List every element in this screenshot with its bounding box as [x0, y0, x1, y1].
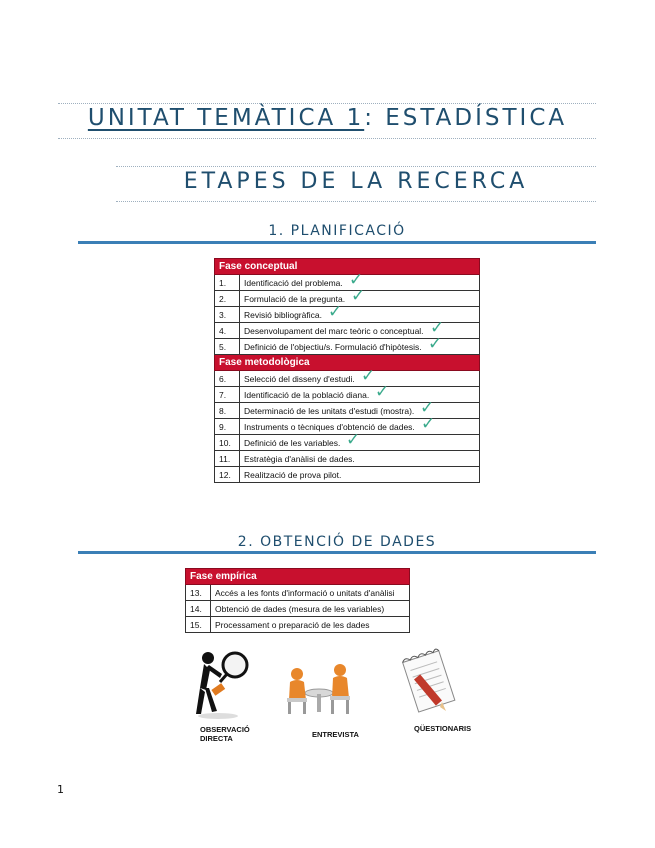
observation-caption [200, 725, 250, 744]
check-mark-icon: ✓ [430, 318, 445, 338]
phase-header-row [215, 355, 480, 371]
questionnaire-pencil-icon [400, 647, 460, 717]
table-row [186, 585, 410, 601]
row-number: 8. [215, 403, 240, 419]
row-text: Formulació de la pregunta. [240, 291, 480, 307]
row-text: Instruments o tècniques d'obtenció de dades. [240, 419, 480, 435]
check-mark-icon: ✓ [428, 334, 443, 354]
page-title-subject: : ESTADÍSTICA [364, 105, 568, 131]
page-title-unit: UNITAT TEMÀTICA 1 [87, 105, 365, 131]
questionnaire-caption-line1: QÜESTIONARIS [414, 724, 472, 733]
subtitle-bottom-divider [116, 201, 596, 202]
row-text: Obtenció de dades (mesura de les variables) [211, 601, 410, 617]
section-rule-planificacio [78, 241, 596, 244]
row-number: 1. [215, 275, 240, 291]
subtitle-top-divider [116, 166, 596, 167]
row-number: 5. [215, 339, 240, 355]
check-mark-icon: ✓ [421, 414, 436, 434]
phase-header: Fase empírica [186, 569, 410, 585]
table-row [186, 601, 410, 617]
page-number: 1 [57, 783, 64, 796]
row-text: Selecció del disseny d'estudi. [240, 371, 480, 387]
row-text: Accés a les fonts d'informació o unitats d'anàlisi [211, 585, 410, 601]
title-top-divider [58, 103, 596, 104]
table-row [215, 403, 480, 419]
interview-figures-icon [284, 660, 354, 718]
row-number: 7. [215, 387, 240, 403]
empirical-phase-table [185, 568, 410, 633]
phase-header: Fase metodològica [215, 355, 480, 371]
row-number: 14. [186, 601, 211, 617]
title-bottom-divider [58, 138, 596, 139]
row-text: Estratègia d'anàlisi de dades. [240, 451, 480, 467]
check-mark-icon: ✓ [420, 398, 435, 418]
row-number: 9. [215, 419, 240, 435]
table-row [215, 291, 480, 307]
observation-caption-line2: DIRECTA [200, 734, 233, 744]
section-heading-obtencio: 2. OBTENCIÓ DE DADES [237, 534, 437, 550]
check-mark-icon: ✓ [328, 302, 343, 322]
row-text: Definició de l'objectiu/s. Formulació d'hipòtesis. [240, 339, 480, 355]
questionnaire-caption [414, 724, 471, 733]
check-mark-icon: ✓ [351, 286, 366, 306]
row-number: 4. [215, 323, 240, 339]
row-text: Revisió bibliogràfica. [240, 307, 480, 323]
page-title [0, 105, 655, 131]
interview-caption-line1: ENTREVISTA [312, 730, 359, 739]
row-number: 12. [215, 467, 240, 483]
interview-caption [312, 730, 359, 739]
section-heading-planificacio: 1. PLANIFICACIÓ [268, 223, 406, 239]
row-text: Realització de prova pilot. [240, 467, 480, 483]
page-subtitle: ETAPES DE LA RECERCA [183, 169, 529, 194]
row-text: Desenvolupament del marc teòric o conceptual. [240, 323, 480, 339]
phase-header-row [186, 569, 410, 585]
check-mark-icon: ✓ [375, 382, 390, 402]
phase-header: Fase conceptual [215, 259, 480, 275]
table-row [215, 387, 480, 403]
check-mark-icon: ✓ [346, 430, 361, 450]
row-number: 11. [215, 451, 240, 467]
row-text: Identificació de la població diana. [240, 387, 480, 403]
observation-caption-line1: OBSERVACIÓ [200, 725, 250, 734]
row-number: 10. [215, 435, 240, 451]
table-row [215, 275, 480, 291]
check-mark-icon: ✓ [349, 270, 364, 290]
phase-header-row [215, 259, 480, 275]
table-row [215, 371, 480, 387]
check-mark-icon: ✓ [361, 366, 376, 386]
row-text: Definició de les variables. [240, 435, 480, 451]
row-number: 6. [215, 371, 240, 387]
row-text: Determinació de les unitats d'estudi (mostra). [240, 403, 480, 419]
row-number: 2. [215, 291, 240, 307]
row-text: Identificació del problema. [240, 275, 480, 291]
row-number: 13. [186, 585, 211, 601]
row-number: 15. [186, 617, 211, 633]
section-rule-obtencio [78, 551, 596, 554]
row-number: 3. [215, 307, 240, 323]
table-row [215, 467, 480, 483]
table-row [186, 617, 410, 633]
magnifier-figure-icon [190, 648, 252, 720]
table-row [215, 451, 480, 467]
row-text: Processament o preparació de les dades [211, 617, 410, 633]
